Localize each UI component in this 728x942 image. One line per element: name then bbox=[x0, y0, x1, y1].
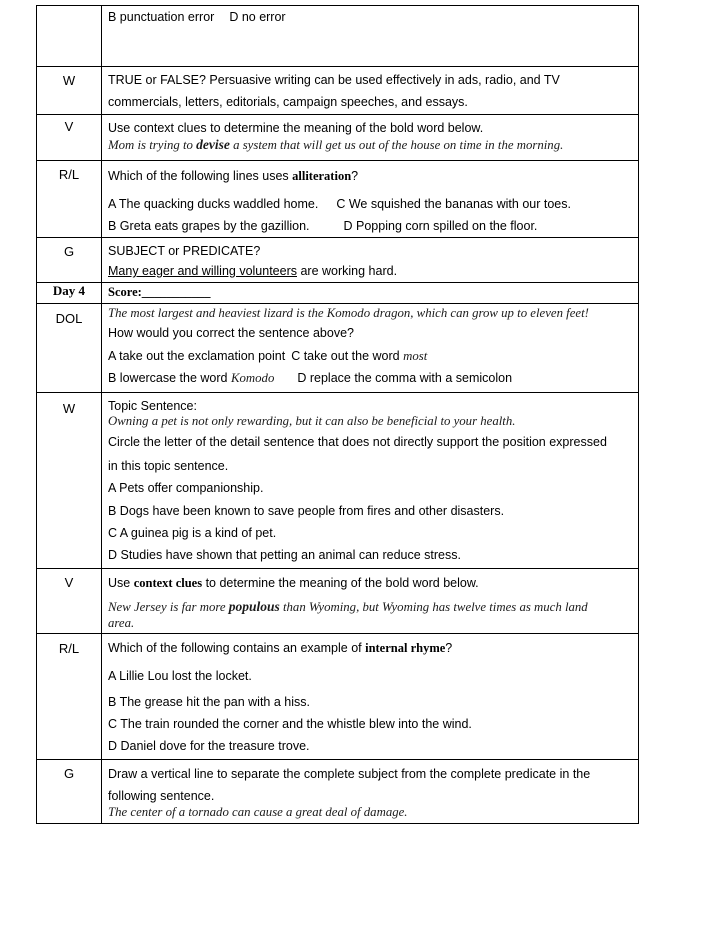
question-cell bbox=[102, 392, 639, 568]
question-text: SUBJECT or PREDICATE? bbox=[108, 243, 261, 258]
question-row bbox=[37, 568, 639, 633]
question-text: Many eager and willing volunteers are working hard. bbox=[108, 264, 398, 278]
question-text: How would you correct the sentence above? bbox=[108, 326, 354, 340]
question-row bbox=[37, 237, 639, 283]
score-field: Score:___________ bbox=[102, 283, 639, 304]
question-text: Which of the following contains an example of internal rhyme? bbox=[108, 640, 453, 655]
question-text: Topic Sentence: bbox=[108, 398, 197, 413]
question-text: commercials, letters, editorials, campaign speeches, and essays. bbox=[108, 94, 468, 109]
question-text: in this topic sentence. bbox=[108, 458, 229, 473]
question-cell bbox=[102, 237, 639, 283]
question-text: Use context clues to determine the meaning of the bold word below. bbox=[108, 120, 484, 135]
question-row bbox=[37, 6, 639, 67]
category-cell: R/L bbox=[37, 160, 102, 237]
answer-option: B The grease hit the pan with a hiss. bbox=[108, 694, 310, 709]
answer-option: C A guinea pig is a kind of pet. bbox=[108, 526, 277, 540]
question-row bbox=[37, 759, 639, 823]
bold-term: context clues bbox=[133, 575, 203, 590]
question-text: following sentence. bbox=[108, 788, 215, 803]
category-cell: V bbox=[37, 568, 102, 633]
answer-options: B lowercase the word Komodo D replace the comma with a semicolon bbox=[108, 371, 513, 385]
bold-term: internal rhyme bbox=[365, 640, 446, 655]
question-row bbox=[37, 392, 639, 568]
answer-option: D Daniel dove for the treasure trove. bbox=[108, 738, 310, 753]
question-text: Draw a vertical line to separate the complete subject from the complete predicate in the bbox=[108, 766, 591, 781]
question-row bbox=[37, 160, 639, 237]
answer-options: A take out the exclamation point C take out the word most bbox=[108, 348, 428, 363]
day-label: Day 4 bbox=[37, 283, 102, 304]
option-b: B punctuation error bbox=[108, 10, 215, 24]
question-cell bbox=[102, 114, 639, 160]
bold-word: populous bbox=[228, 598, 280, 614]
example-sentence: Mom is trying to devise a system that will get us out of the house on time in the morning. bbox=[108, 136, 564, 152]
question-cell bbox=[102, 568, 639, 633]
question-row bbox=[37, 114, 639, 160]
category-cell: W bbox=[37, 392, 102, 568]
example-sentence: The most largest and heaviest lizard is the Komodo dragon, which can grow up to eleven feet! bbox=[108, 306, 589, 320]
answer-options: B Greta eats grapes by the gazillion. D Popping corn spilled on the floor. bbox=[108, 218, 538, 233]
worksheet-table bbox=[36, 5, 639, 824]
option-d: D no error bbox=[229, 10, 286, 24]
category-cell: G bbox=[37, 237, 102, 283]
answer-option: A Lillie Lou lost the locket. bbox=[108, 668, 252, 683]
category-cell: G bbox=[37, 759, 102, 823]
category-cell: DOL bbox=[37, 304, 102, 393]
answer-option: C The train rounded the corner and the whistle blew into the wind. bbox=[108, 717, 472, 731]
underlined-phrase: Many eager and willing volunteers bbox=[108, 264, 297, 278]
question-row bbox=[37, 304, 639, 393]
question-cell bbox=[102, 6, 639, 67]
category-cell: W bbox=[37, 67, 102, 115]
question-text: Use context clues to determine the meaning of the bold word below. bbox=[108, 575, 479, 590]
question-text: Circle the letter of the detail sentence that does not directly support the position expressed bbox=[108, 434, 607, 449]
answer-options: A The quacking ducks waddled home. C We squished the bananas with our toes. bbox=[108, 196, 571, 211]
question-row bbox=[37, 633, 639, 759]
example-sentence: New Jersey is far more populous than Wyoming, but Wyoming has twelve times as much land area. bbox=[108, 598, 588, 630]
answer-option: B Dogs have been known to save people from fires and other disasters. bbox=[108, 503, 505, 518]
question-cell bbox=[102, 160, 639, 237]
question-cell bbox=[102, 633, 639, 759]
question-cell bbox=[102, 304, 639, 393]
bold-term: alliteration bbox=[292, 168, 352, 183]
topic-sentence: Owning a pet is not only rewarding, but it can also be beneficial to your health. bbox=[108, 413, 516, 428]
question-text: TRUE or FALSE? Persuasive writing can be used effectively in ads, radio, and TV bbox=[108, 73, 560, 87]
question-row bbox=[37, 67, 639, 115]
question-text: Which of the following lines uses alliteration? bbox=[108, 168, 359, 183]
answer-option: D Studies have shown that petting an animal can reduce stress. bbox=[108, 547, 461, 562]
bold-word: devise bbox=[196, 136, 230, 152]
question-cell bbox=[102, 759, 639, 823]
category-cell: R/L bbox=[37, 633, 102, 759]
category-cell bbox=[37, 6, 102, 67]
example-sentence: The center of a tornado can cause a great deal of damage. bbox=[108, 804, 408, 819]
question-cell bbox=[102, 67, 639, 115]
category-cell: V bbox=[37, 114, 102, 160]
day-header-row bbox=[37, 283, 639, 304]
answer-option: A Pets offer companionship. bbox=[108, 481, 264, 495]
